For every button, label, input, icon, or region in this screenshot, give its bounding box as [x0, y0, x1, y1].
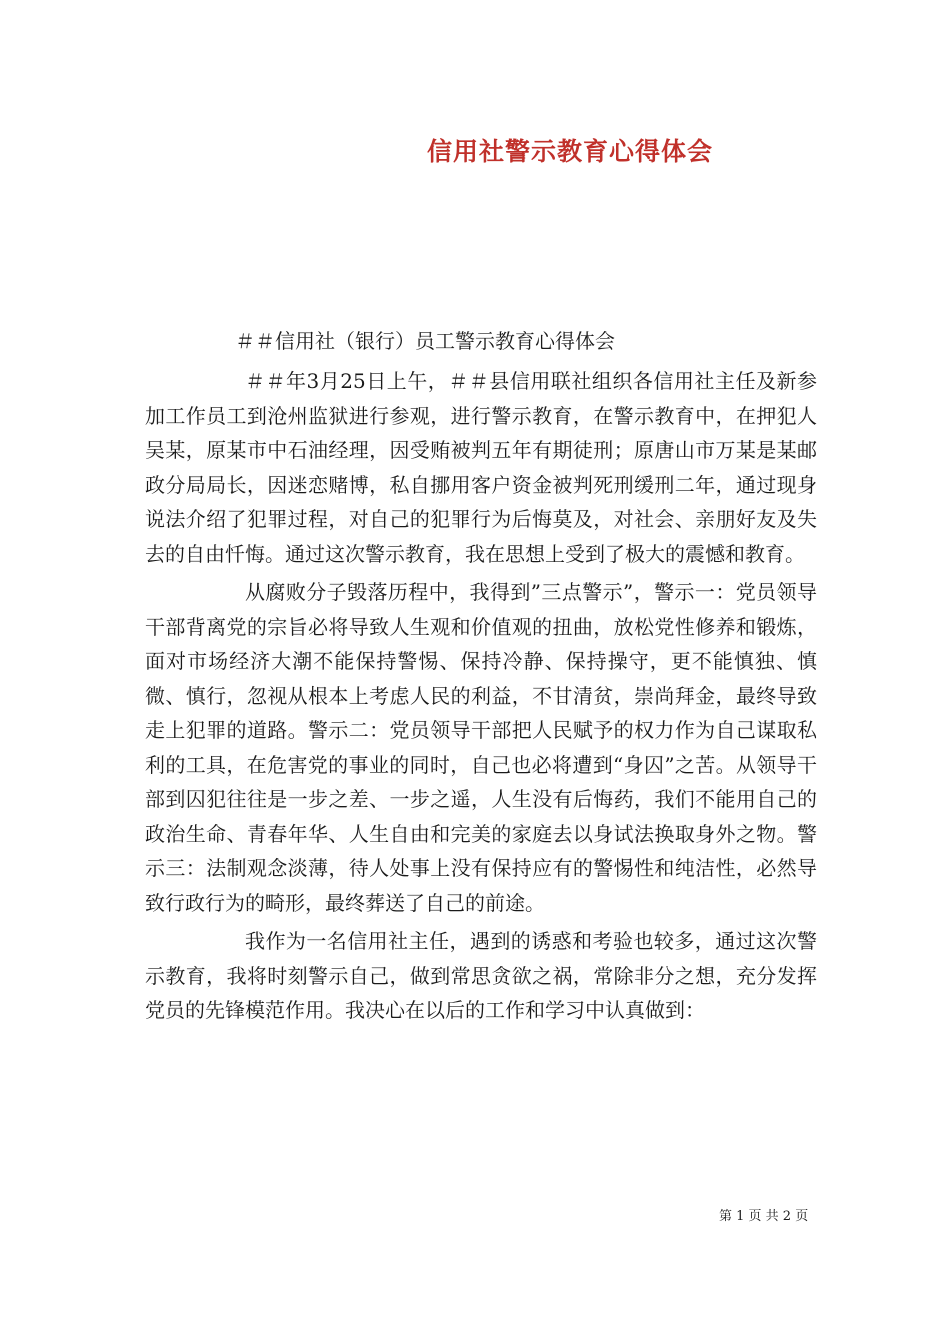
document-title: 信用社警示教育心得体会: [426, 137, 713, 166]
paragraph-intro: ＃＃年3月25日上午，＃＃县信用联社组织各信用社主任及新参加工作员工到沧州监狱进行参观，进行警示教育，在警示教育中，在押犯人吴某，原某市中石油经理，因受贿被判五年有期徒刑；原唐山市万某是某邮政分局局长，因迷恋赌博，私自挪用客户资金被判死刑缓刑二年，通过现身说法介绍了犯罪过程，对自己的犯罪行为后悔莫及，对社会、亲朋好友及失去的自由忏悔。通过这次警示教育，我在思想上受到了极大的震憾和教育。: [145, 369, 817, 566]
document-body: [145, 364, 817, 1032]
page-number: 第 1 页 共 2 页: [719, 1209, 809, 1224]
paragraph-resolution: 我作为一名信用社主任，遇到的诱惑和考验也较多，通过这次警示教育，我将时刻警示自己，做到常思贪欲之祸，常除非分之想，充分发挥党员的先锋模范作用。我决心在以后的工作和学习中认真做到：: [145, 929, 817, 1022]
document-subtitle: ＃＃信用社（银行）员工警示教育心得体会: [235, 329, 615, 353]
paragraph-three-warnings: 从腐败分子毁落历程中，我得到”三点警示”，警示一：党员领导干部背离党的宗旨必将导致人生观和价值观的扭曲，放松党性修养和锻炼，面对市场经济大潮不能保持警惕、保持冷静、保持操守，更不能慎独、慎微、慎行，忽视从根本上考虑人民的利益，不甘清贫，崇尚拜金，最终导致走上犯罪的道路。警示二：党员领导干部把人民赋予的权力作为自己谋取私利的工具，在危害党的事业的同时，自己也必将遭到“身囚”之苦。从领导干部到囚犯往往是一步之差、一步之遥，人生没有后悔药，我们不能用自己的政治生命、青春年华、人生自由和完美的家庭去以身试法换取身外之物。警示三：法制观念淡薄，待人处事上没有保持应有的警惕性和纯洁性，必然导致行政行为的畸形，最终葬送了自己的前途。: [145, 580, 817, 915]
